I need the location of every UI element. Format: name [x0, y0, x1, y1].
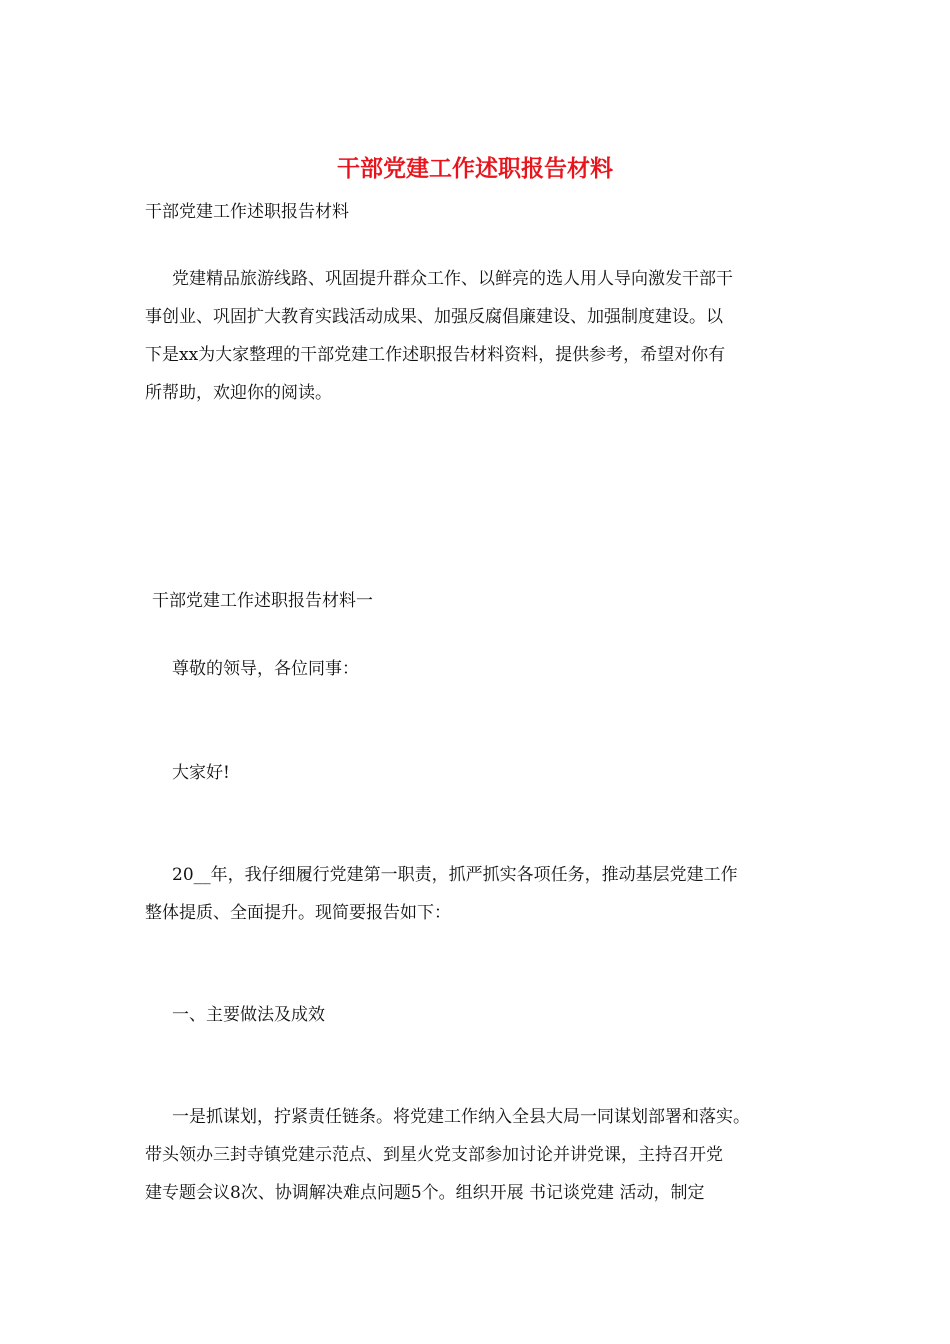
para2-line-3: 建专题会议8次、协调解决难点问题5个。组织开展 书记谈党建 活动，制定 — [145, 1183, 705, 1203]
part-heading: 一、主要做法及成效 — [172, 1005, 325, 1025]
intro-line-4: 所帮助，欢迎你的阅读。 — [145, 383, 332, 403]
intro-line-2: 事创业、巩固扩大教育实践活动成果、加强反腐倡廉建设、加强制度建设。以 — [145, 307, 723, 327]
para2-line-2: 带头领办三封寺镇党建示范点、到星火党支部参加讨论并讲党课，主持召开党 — [145, 1145, 723, 1165]
greeting: 大家好! — [172, 763, 230, 783]
document-title: 干部党建工作述职报告材料 — [337, 155, 613, 182]
section-heading: 干部党建工作述职报告材料一 — [152, 591, 373, 611]
para1-line-2: 整体提质、全面提升。现简要报告如下： — [145, 903, 451, 923]
document-subtitle: 干部党建工作述职报告材料 — [145, 202, 349, 222]
para2-line-1: 一是抓谋划，拧紧责任链条。将党建工作纳入全县大局一同谋划部署和落实。 — [172, 1107, 750, 1127]
salutation: 尊敬的领导，各位同事： — [172, 659, 359, 679]
para1-line-1: 20__年，我仔细履行党建第一职责，抓严抓实各项任务，推动基层党建工作 — [172, 865, 738, 885]
intro-line-1: 党建精品旅游线路、巩固提升群众工作、以鲜亮的选人用人导向激发干部干 — [172, 269, 733, 289]
intro-line-3: 下是xx为大家整理的干部党建工作述职报告材料资料，提供参考，希望对你有 — [145, 345, 726, 365]
